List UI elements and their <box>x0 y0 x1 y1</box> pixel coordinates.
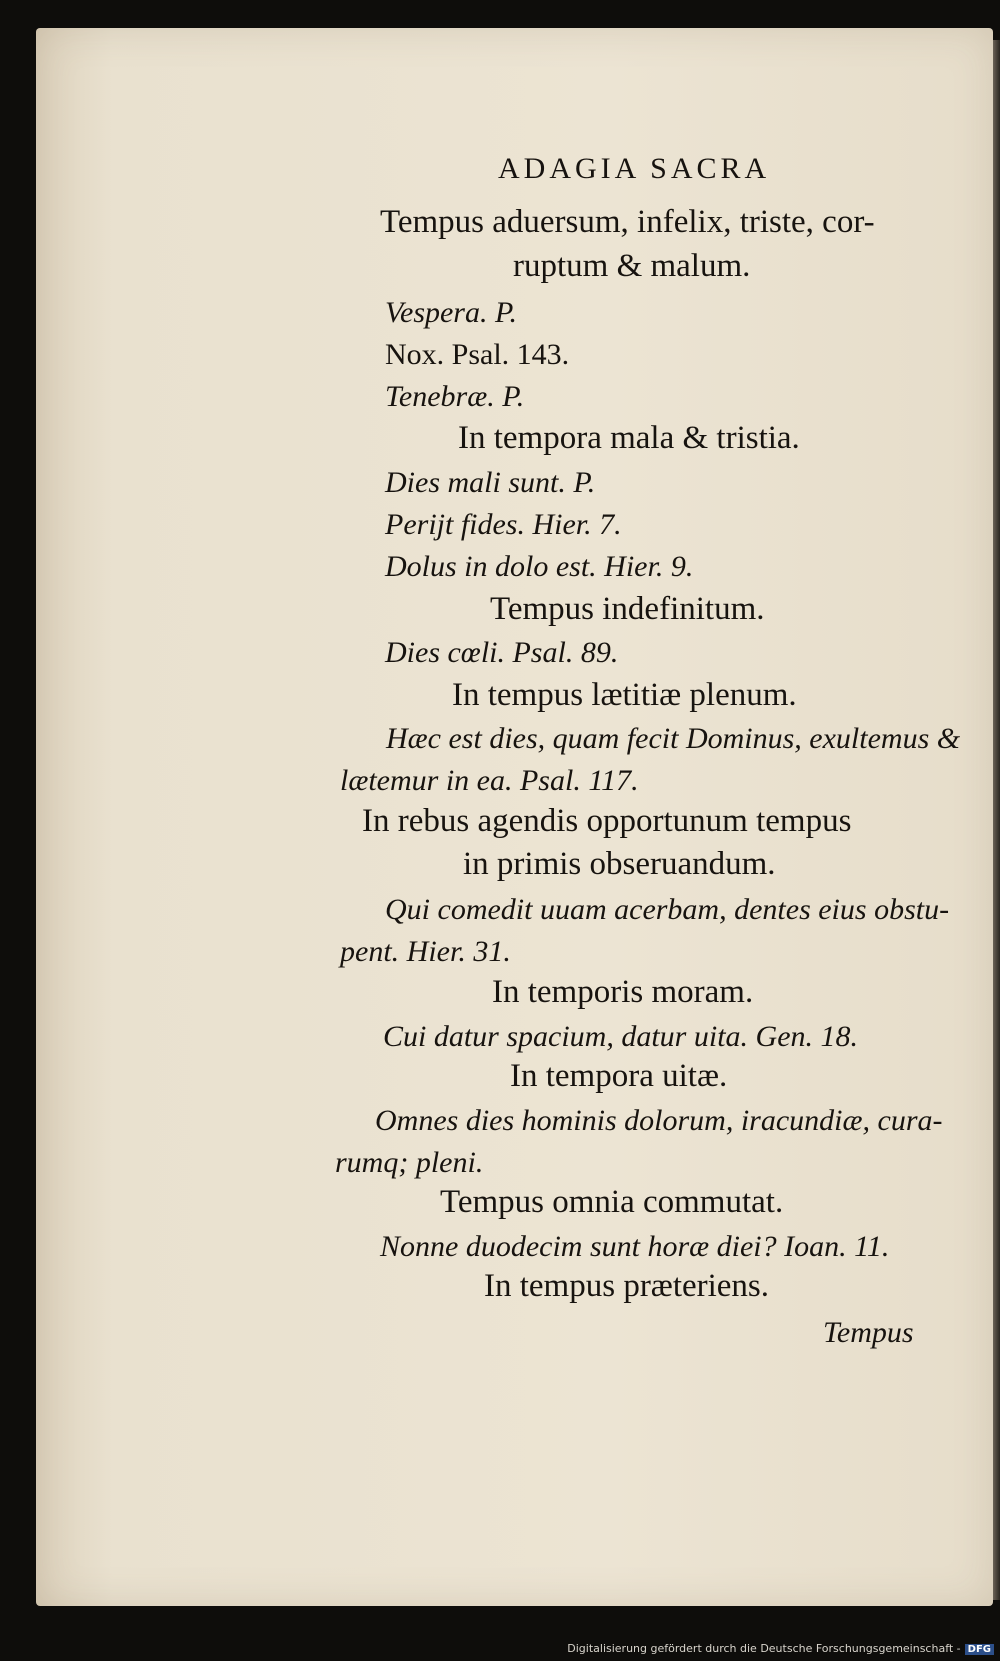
catchword: Tempus <box>823 1316 914 1349</box>
heading-line: Tempus aduersum, infelix, triste, cor- <box>380 204 875 240</box>
heading-line: In rebus agendis opportunum tempus <box>362 803 852 839</box>
heading-line: In tempus præteriens. <box>484 1268 770 1304</box>
text-line: lætemur in ea. Psal. 117. <box>340 764 639 797</box>
text-line: pent. Hier. 31. <box>340 935 511 968</box>
text-line: Qui comedit uuam acerbam, dentes eius obstu- <box>385 893 950 926</box>
dfg-logo: DFG <box>965 1644 994 1655</box>
running-head: ADAGIA SACRA <box>498 152 771 185</box>
credit-text: Digitalisierung gefördert durch die Deutsche Forschungsgemeinschaft - <box>567 1642 961 1655</box>
text-line: Cui datur spacium, datur uita. Gen. 18. <box>383 1020 859 1053</box>
heading-line: Tempus omnia commutat. <box>440 1184 784 1220</box>
heading-line: ruptum & malum. <box>513 248 751 284</box>
text-line: Dies cœli. Psal. 89. <box>385 636 619 669</box>
text-line: Tenebræ. P. <box>385 380 525 413</box>
text-line: rumq; pleni. <box>335 1146 484 1179</box>
heading-line: Tempus indefinitum. <box>490 591 765 627</box>
text-line: Nonne duodecim sunt horæ diei? Ioan. 11. <box>380 1230 890 1263</box>
text-line: Dies mali sunt. P. <box>385 466 596 499</box>
heading-line: In tempora mala & tristia. <box>458 420 800 456</box>
text-line: Vespera. P. <box>385 296 517 329</box>
text-line: Perijt fides. Hier. 7. <box>385 508 622 541</box>
text-line: Dolus in dolo est. Hier. 9. <box>385 550 694 583</box>
text-line: Nox. Psal. 143. <box>385 338 570 371</box>
page-edge <box>993 40 1000 1600</box>
heading-line: In tempora uitæ. <box>510 1058 728 1094</box>
digitization-credit <box>567 1642 994 1655</box>
heading-line: In tempus lætitiæ plenum. <box>452 677 797 713</box>
text-line: Omnes dies hominis dolorum, iracundiæ, cura- <box>375 1104 943 1137</box>
heading-line: In temporis moram. <box>492 974 754 1010</box>
heading-line: in primis obseruandum. <box>463 846 776 882</box>
text-line: Hæc est dies, quam fecit Dominus, exultemus & <box>386 722 961 755</box>
